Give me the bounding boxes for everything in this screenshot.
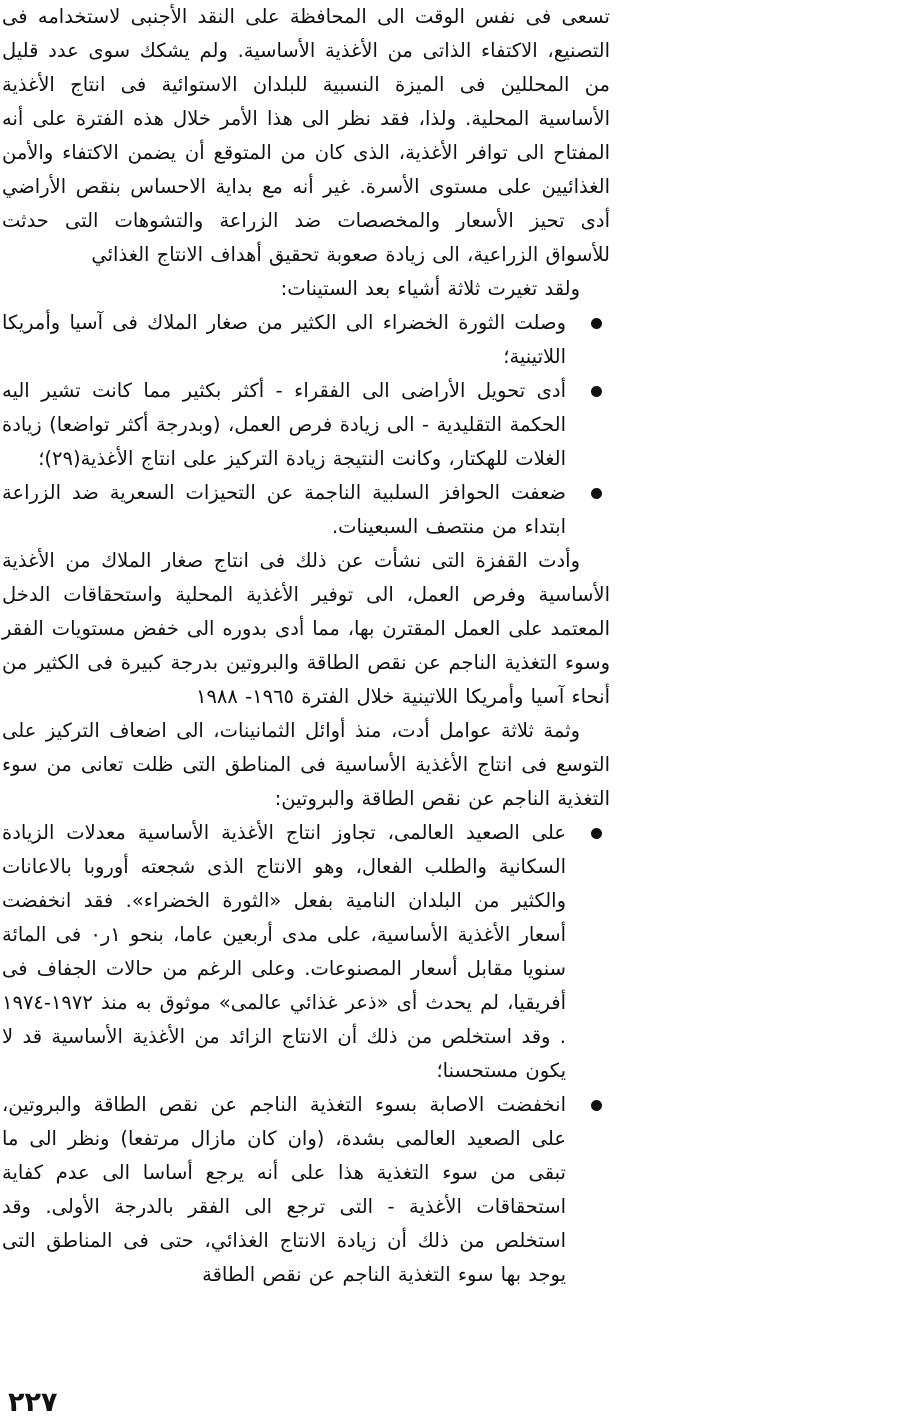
list-item — [2, 306, 610, 374]
paragraph-changes-heading: ولقد تغيرت ثلاثة أشياء بعد الستينات: — [280, 277, 580, 300]
bullet-icon — [591, 318, 602, 329]
paragraph-three-factors: وثمة ثلاثة عوامل أدت، منذ أوائل الثمانينات، الى اضعاف التركيز على التوسع فى انتاج الأغذية الأساسية فى المناطق التى ظلت تعانى من سوء التغذية الناجم عن نقص الطاقة والبروتين: — [2, 719, 610, 810]
body-text — [2, 0, 610, 1292]
list-item-text: أدى تحويل الأراضى الى الفقراء - أكثر بكثير مما كانت تشير اليه الحكمة التقليدية - الى زيادة فرص العمل، (وبدرجة أكثر تواضعا) زيادة الغلات للهكتار، وكانت النتيجة زيادة التركيز على انتاج الأغذية(٢٩)؛ — [2, 379, 566, 470]
list-item-text: ضعفت الحوافز السلبية الناجمة عن التحيزات السعرية ضد الزراعة ابتداء من منتصف السبعينات. — [2, 481, 566, 538]
bullet-icon — [591, 488, 602, 499]
list-item-text: انخفضت الاصابة بسوء التغذية الناجم عن نقص الطاقة والبروتين، على الصعيد العالمى بشدة، (وان كان مازال مرتفعا) ونظر الى ما تبقى من سوء التغذية هذا على أنه يرجع أساسا الى عدم كفاية استحقاقات الأغذية - التى ترجع الى الفقر بالدرجة الأولى. وقد استخلص من ذلك أن زيادة الانتاج الغذائي، حتى فى المناطق التى يوجد بها سوء التغذية الناجم عن نقص الطاقة — [2, 1093, 566, 1286]
list-item — [2, 816, 610, 1088]
bullet-icon — [591, 828, 602, 839]
list-item-text: على الصعيد العالمى، تجاوز انتاج الأغذية الأساسية معدلات الزيادة السكانية والطلب الفعال، وهو الانتاج الذى شجعته أوروبا بالاعانات والكثير من البلدان النامية بفعل «الثورة الخضراء». فقد انخفضت أسعار الأغذية الأساسية، على مدى أربعين عاما، بنحو ١ر٠ فى المائة سنويا مقابل أسعار المصنوعات. وعلى الرغم من حالات الجفاف فى أفريقيا، لم يحدث أى «ذعر غذائي عالمى» موثوق به منذ ١٩٧٢-١٩٧٤ . وقد استخلص من ذلك أن الانتاج الزائد من الأغذية الأساسية قد لا يكون مستحسنا؛ — [2, 821, 566, 1082]
list-item — [2, 374, 610, 476]
list-item — [2, 1088, 610, 1292]
paragraph-leap: وأدت القفزة التى نشأت عن ذلك فى انتاج صغار الملاك من الأغذية الأساسية وفرص العمل، الى توفير الأغذية المحلية واستحقاقات الدخل المعتمد على العمل المقترن بها، مما أدى بدوره الى خفض مستويات الفقر وسوء التغذية الناجم عن نقص الطاقة والبروتين بدرجة كبيرة فى الكثير من أنحاء آسيا وأمريكا اللاتينية خلال الفترة ١٩٦٥- ١٩٨٨ — [2, 549, 610, 708]
page-number: ٢٢٧ — [8, 1387, 58, 1418]
bullet-icon — [591, 1100, 602, 1111]
list-item — [2, 476, 610, 544]
paragraph-intro: تسعى فى نفس الوقت الى المحافظة على النقد الأجنبى لاستخدامه فى التصنيع، الاكتفاء الذاتى من الأغذية الأساسية. ولم يشكك سوى عدد قليل من المحللين فى الميزة النسبية للبلدان الاستوائية فى انتاج الأغذية الأساسية المحلية. ولذا، فقد نظر الى هذا الأمر خلال هذه الفترة على أنه المفتاح الى توافر الأغذية، الذى كان من المتوقع أن يضمن الاكتفاء والأمن الغذائيين على مستوى الأسرة. غير أنه مع بداية الاحساس بنقص الأراضي أدى تحيز الأسعار والمخصصات ضد الزراعة والتشوهات التى حدثت للأسواق الزراعية، الى زيادة صعوبة تحقيق أهداف الانتاج الغذائي — [2, 5, 610, 266]
list-item-text: وصلت الثورة الخضراء الى الكثير من صغار الملاك فى آسيا وأمريكا اللاتينية؛ — [2, 311, 566, 368]
bullet-icon — [591, 386, 602, 397]
